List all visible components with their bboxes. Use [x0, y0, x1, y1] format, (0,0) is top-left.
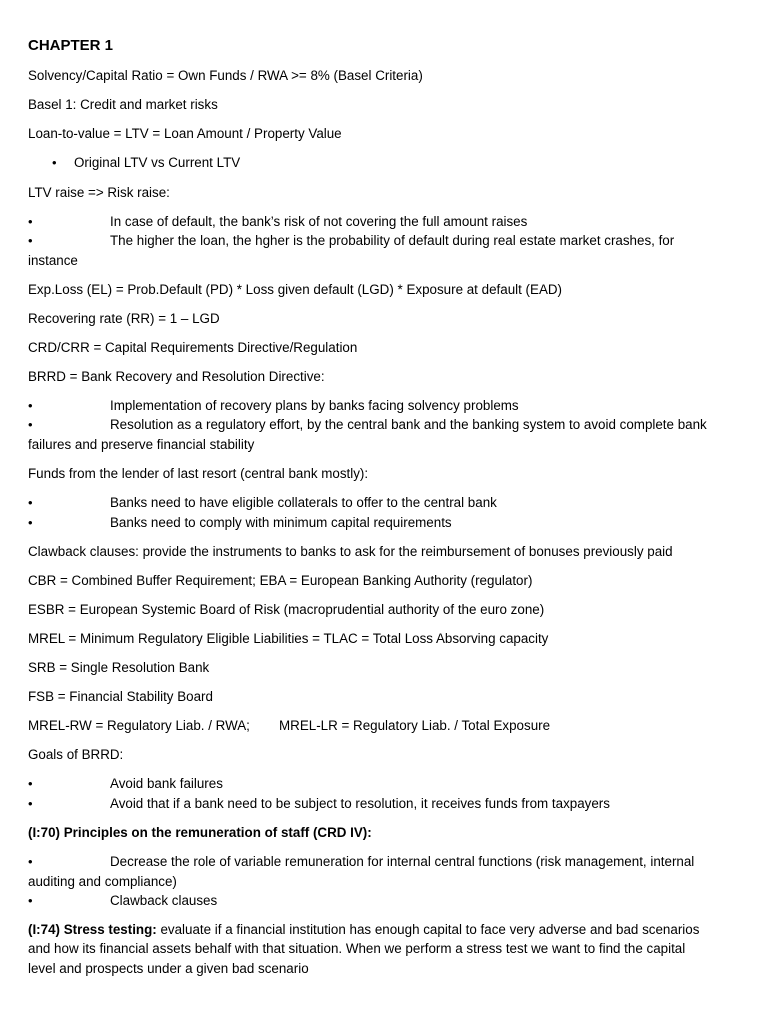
- bullet-icon: •: [52, 155, 57, 170]
- bullet-icon: •: [28, 417, 33, 432]
- text-line: MREL-LR = Regulatory Liab. / Total Exposure: [279, 718, 551, 733]
- bullet-icon: •: [28, 854, 33, 869]
- list-item: Resolution as a regulatory effort, by the central bank and the banking system to avoid complete bank: [110, 417, 707, 432]
- list-item: Clawback clauses: [110, 893, 218, 908]
- bullet-icon: •: [28, 515, 33, 530]
- text-line: ESBR = European Systemic Board of Risk (macroprudential authority of the euro zone): [28, 602, 545, 617]
- paragraph-text: evaluate if a financial institution has enough capital to face very adverse and bad scenarios: [156, 922, 700, 937]
- paragraph-line: and how its financial assets behalf with that situation. When we perform a stress test we want to find the capital: [28, 941, 686, 956]
- text-line: Basel 1: Credit and market risks: [28, 97, 218, 112]
- text-line: CBR = Combined Buffer Requirement; EBA = European Banking Authority (regulator): [28, 573, 533, 588]
- bullet-icon: •: [28, 893, 33, 908]
- bullet-icon: •: [28, 214, 33, 229]
- text-line: Exp.Loss (EL) = Prob.Default (PD) * Loss given default (LGD) * Exposure at default (EAD): [28, 282, 563, 297]
- list-item-continuation: instance: [28, 253, 78, 268]
- text-line: Solvency/Capital Ratio = Own Funds / RWA >= 8% (Basel Criteria): [28, 68, 423, 83]
- text-line: MREL-RW = Regulatory Liab. / RWA;: [28, 718, 250, 733]
- bullet-icon: •: [28, 495, 33, 510]
- text-line: Goals of BRRD:: [28, 747, 124, 762]
- bullet-icon: •: [28, 398, 33, 413]
- list-item-continuation: auditing and compliance): [28, 874, 177, 889]
- section-heading: (I:70) Principles on the remuneration of staff (CRD IV):: [28, 825, 372, 840]
- list-item-continuation: failures and preserve financial stability: [28, 437, 255, 452]
- text-line: LTV raise => Risk raise:: [28, 185, 170, 200]
- list-item: Banks need to have eligible collaterals to offer to the central bank: [110, 495, 497, 510]
- list-item: Implementation of recovery plans by banks facing solvency problems: [110, 398, 519, 413]
- list-item: Banks need to comply with minimum capital requirements: [110, 515, 452, 530]
- list-item: Original LTV vs Current LTV: [74, 155, 241, 170]
- text-line: FSB = Financial Stability Board: [28, 689, 213, 704]
- text-line: Clawback clauses: provide the instruments to banks to ask for the reimbursement of bonuses previously paid: [28, 544, 673, 559]
- text-line: Funds from the lender of last resort (central bank mostly):: [28, 466, 369, 481]
- paragraph-line: [28, 921, 699, 938]
- text-line: Loan-to-value = LTV = Loan Amount / Property Value: [28, 126, 342, 141]
- text-line: BRRD = Bank Recovery and Resolution Directive:: [28, 369, 325, 384]
- list-item: The higher the loan, the hgher is the probability of default during real estate market crashes, for: [110, 233, 675, 248]
- stress-testing-label: (I:74) Stress testing:: [28, 922, 157, 937]
- text-line: MREL = Minimum Regulatory Eligible Liabilities = TLAC = Total Loss Absorving capacity: [28, 631, 549, 646]
- list-item: In case of default, the bank’s risk of not covering the full amount raises: [110, 214, 528, 229]
- bullet-icon: •: [28, 233, 33, 248]
- bullet-icon: •: [28, 796, 33, 811]
- list-item: Avoid bank failures: [110, 776, 223, 791]
- list-item: Decrease the role of variable remuneration for internal central functions (risk management, internal: [110, 854, 695, 869]
- paragraph-line: level and prospects under a given bad scenario: [28, 961, 309, 976]
- chapter-heading: CHAPTER 1: [28, 37, 114, 54]
- text-line: SRB = Single Resolution Bank: [28, 660, 210, 675]
- text-line: CRD/CRR = Capital Requirements Directive/Regulation: [28, 340, 358, 355]
- bullet-icon: •: [28, 776, 33, 791]
- list-item: Avoid that if a bank need to be subject to resolution, it receives funds from taxpayers: [110, 796, 610, 811]
- text-line: Recovering rate (RR) = 1 – LGD: [28, 311, 220, 326]
